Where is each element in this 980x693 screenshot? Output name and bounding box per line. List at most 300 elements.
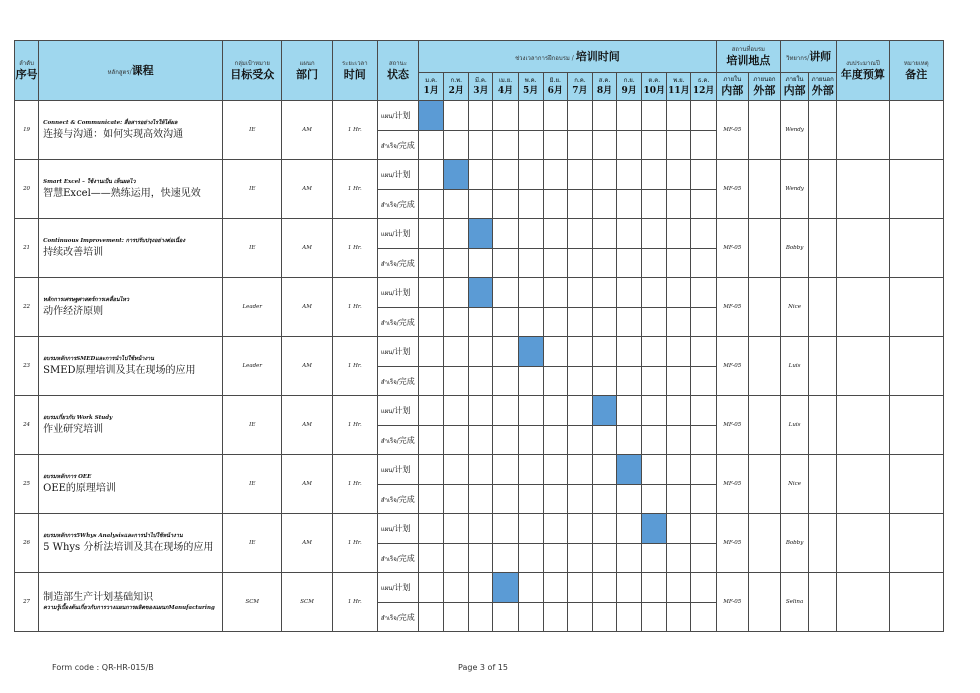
location-external-cell [748,160,780,219]
month-thai-label: ม.ค. [425,77,438,84]
month-cell [567,544,592,573]
month-header [444,73,469,101]
month-cell [691,426,716,455]
dept-cell: AM [282,455,332,514]
month-thai-label: พ.ย. [673,77,685,84]
month-cell [543,573,567,603]
trainer-external-cell [809,514,837,573]
header-trainer-internal: ภายใน 内部 [781,73,809,101]
month-cell [469,514,493,544]
trainer-external-cell [809,101,837,160]
month-cn-label: 7月 [572,86,588,96]
month-cell [691,603,716,632]
month-cell [419,426,444,455]
budget-cell [837,337,889,396]
location-external-cell [748,573,780,632]
month-cell [667,308,691,337]
month-header [642,73,667,101]
status-done-cell [377,190,418,219]
status-plan-cell [377,573,418,603]
header-budget: งบประมาณปี 年度预算 [837,41,889,101]
month-cn-label: 5月 [523,86,539,96]
status-done-cell [377,249,418,278]
status-done-cn: 完成 [398,494,415,504]
month-cell [691,308,716,337]
location-internal-cell: MF-05 [716,396,748,455]
month-thai-label: ก.ย. [623,77,635,84]
page-number: Page 3 of 15 [458,663,508,672]
month-cell [667,455,691,485]
month-cell [493,426,518,455]
seq-cell: 20 [15,160,39,219]
dept-cell: AM [282,160,332,219]
month-cell [642,278,667,308]
month-cn-label: 1月 [423,86,439,96]
month-cell [592,367,616,396]
status-plan-cell [377,455,418,485]
month-cell [444,514,469,544]
month-cell [444,278,469,308]
month-cell [469,603,493,632]
notes-cell [889,396,943,455]
header-notes: หมายเหตุ 备注 [889,41,943,101]
month-cell [667,249,691,278]
month-cell [642,426,667,455]
month-cell [592,160,616,190]
month-cn-label: 12月 [692,86,715,96]
target-cell: Leader [223,278,282,337]
month-cell [469,308,493,337]
month-cell [419,544,444,573]
location-internal-cell: MF-05 [716,514,748,573]
month-cell [691,573,716,603]
month-cell [493,278,518,308]
target-cell: IE [223,219,282,278]
month-cell [444,190,469,219]
course-thai-name: อบรมหลักการSMEDและการนำไปใช้หน้างาน [43,356,154,362]
status-done-thai: สำเร็จ/ [380,555,399,563]
month-cell [419,455,444,485]
month-cell [543,426,567,455]
month-cell [667,544,691,573]
trainer-internal-cell: Nice [781,278,809,337]
month-cell [493,544,518,573]
month-cell [642,367,667,396]
trainer-external-cell [809,396,837,455]
month-cell [444,131,469,160]
month-thai-label: ส.ค. [598,77,611,84]
month-header [667,73,691,101]
month-cell [444,219,469,249]
month-cell [642,337,667,367]
month-cell [642,485,667,514]
course-cell [39,219,223,278]
status-plan-thai: แผน/ [380,585,395,592]
status-done-cell [377,308,418,337]
header-seq: ลำดับ 序号 [15,41,39,101]
month-cell [493,249,518,278]
seq-cell: 21 [15,219,39,278]
status-done-cell [377,485,418,514]
month-cell [518,190,543,219]
notes-cell [889,573,943,632]
location-external-cell [748,219,780,278]
training-plan-table [14,40,944,632]
month-cell [493,308,518,337]
month-cell [444,101,469,131]
status-done-thai: สำเร็จ/ [380,260,399,268]
status-done-cell [377,603,418,632]
month-cell [642,101,667,131]
month-cell [518,544,543,573]
course-cn-name: 持续改善培训 [43,247,104,258]
header-dept: แผนก 部门 [282,41,332,101]
target-cell: IE [223,101,282,160]
location-internal-cell: MF-05 [716,278,748,337]
month-cell [617,190,642,219]
month-cell [543,131,567,160]
status-done-cell [377,544,418,573]
month-cell [518,101,543,131]
seq-cell: 23 [15,337,39,396]
month-cell [592,308,616,337]
month-cell [592,455,616,485]
status-plan-cn: 计划 [394,288,411,297]
month-cell [592,603,616,632]
month-cell [617,367,642,396]
month-cell [617,160,642,190]
seq-cell: 25 [15,455,39,514]
month-cell [518,308,543,337]
month-cell [592,219,616,249]
month-cell [617,219,642,249]
notes-cell [889,514,943,573]
status-plan-cn: 计划 [394,170,411,179]
month-cell [691,396,716,426]
location-external-cell [748,101,780,160]
month-header [617,73,642,101]
header-location-external: ภายนอก 外部 [748,73,780,101]
month-cell [567,573,592,603]
table-row [15,455,944,485]
time-cell: 1 Hr. [332,337,377,396]
month-cell [469,101,493,131]
time-cell: 1 Hr. [332,573,377,632]
month-cell [691,514,716,544]
seq-cell: 24 [15,396,39,455]
month-cell [592,190,616,219]
month-cell [691,544,716,573]
status-done-thai: สำเร็จ/ [380,319,399,327]
status-done-cn: 完成 [398,376,415,386]
month-cell [667,573,691,603]
trainer-internal-cell: Selina [781,573,809,632]
month-cell [543,101,567,131]
target-cell: IE [223,160,282,219]
month-cell [444,396,469,426]
month-cell [419,396,444,426]
month-thai-label: มิ.ย. [549,77,561,84]
month-cell [691,219,716,249]
dept-cell: AM [282,337,332,396]
status-plan-thai: แผน/ [380,408,395,415]
month-cell [518,603,543,632]
month-cell [518,485,543,514]
month-cell [543,308,567,337]
status-plan-cn: 计划 [394,465,411,474]
plan-mark [469,278,493,308]
month-cell [592,101,616,131]
status-done-cell [377,426,418,455]
month-cell [493,219,518,249]
month-cell [667,101,691,131]
month-header [543,73,567,101]
trainer-internal-cell: Luis [781,337,809,396]
target-cell: SCM [223,573,282,632]
month-cell [518,367,543,396]
trainer-external-cell [809,278,837,337]
month-cell [543,278,567,308]
month-cell [419,603,444,632]
notes-cell [889,337,943,396]
month-cell [543,396,567,426]
month-cell [592,426,616,455]
status-done-thai: สำเร็จ/ [380,437,399,445]
month-cell [518,131,543,160]
month-thai-label: ธ.ค. [697,77,710,84]
month-cell [543,603,567,632]
course-cell [39,573,223,632]
location-external-cell [748,278,780,337]
month-cell [617,101,642,131]
month-thai-label: ต.ค. [648,77,661,84]
month-cell [543,367,567,396]
header-course: หลักสูตร/课程 [39,41,223,101]
table-row [15,160,944,190]
course-cn-name: 作业研究培训 [43,424,104,435]
notes-cell [889,455,943,514]
month-cell [567,426,592,455]
month-cell [469,367,493,396]
month-cell [419,249,444,278]
dept-cell: AM [282,278,332,337]
month-cell [493,160,518,190]
trainer-internal-cell: Wendy [781,101,809,160]
status-done-cn: 完成 [398,317,415,327]
month-cell [617,278,642,308]
month-cell [444,544,469,573]
status-done-cn: 完成 [398,553,415,563]
month-cell [444,573,469,603]
status-plan-cn: 计划 [394,583,411,592]
table-row [15,337,944,367]
status-done-thai: สำเร็จ/ [380,614,399,622]
time-cell: 1 Hr. [332,160,377,219]
month-cell [691,278,716,308]
status-done-thai: สำเร็จ/ [380,378,399,386]
course-thai-name: อบรมเกี่ยวกับ Work Study [43,415,113,421]
month-cell [419,308,444,337]
trainer-external-cell [809,337,837,396]
month-cell [592,278,616,308]
month-cell [493,337,518,367]
month-cell [642,249,667,278]
table-row [15,219,944,249]
month-cell [518,426,543,455]
month-cell [617,396,642,426]
month-cn-label: 4月 [497,86,514,96]
status-done-cn: 完成 [398,258,415,268]
plan-mark [493,573,518,603]
month-cell [493,485,518,514]
course-cn-name: SMED原理培训及其在现场的应用 [43,365,196,376]
status-plan-cell [377,219,418,249]
budget-cell [837,514,889,573]
dept-cell: AM [282,514,332,573]
course-thai-name: Continuous Improvement: การปรับปรุงอย่างต่อเนื่อง [43,238,186,244]
month-cell [617,514,642,544]
month-cell [567,337,592,367]
month-cn-label: 9月 [621,86,637,96]
course-cell [39,396,223,455]
status-done-thai: สำเร็จ/ [380,201,399,209]
course-cell [39,160,223,219]
location-internal-cell: MF-05 [716,455,748,514]
month-cell [419,485,444,514]
month-cell [469,573,493,603]
month-cell [518,514,543,544]
month-cell [469,544,493,573]
status-plan-thai: แผน/ [380,526,395,533]
month-cell [493,396,518,426]
month-header [691,73,716,101]
header-status: สถานะ 状态 [377,41,418,101]
seq-cell: 26 [15,514,39,573]
month-cell [567,249,592,278]
status-plan-cell [377,160,418,190]
plan-mark [419,101,444,131]
month-cell [469,160,493,190]
month-cell [642,544,667,573]
month-cell [667,160,691,190]
month-cell [642,396,667,426]
status-plan-thai: แผน/ [380,231,395,238]
month-cell [419,160,444,190]
time-cell: 1 Hr. [332,278,377,337]
month-cell [543,219,567,249]
month-cell [419,190,444,219]
header-time: ระยะเวลา 时间 [332,41,377,101]
month-cell [691,160,716,190]
status-plan-cn: 计划 [394,229,411,238]
table-row [15,278,944,308]
month-cell [493,101,518,131]
month-cell [444,426,469,455]
seq-cell: 27 [15,573,39,632]
month-cell [543,160,567,190]
status-plan-thai: แผน/ [380,290,395,297]
month-cell [642,308,667,337]
month-cell [493,131,518,160]
month-cell [691,337,716,367]
course-cn-name: 5 Whys 分析法培训及其在现场的应用 [43,542,214,553]
month-cell [469,455,493,485]
plan-mark [617,455,642,485]
course-thai-name: หลักการเศรษฐศาสตร์การเคลื่อนไหว [43,297,130,303]
month-cn-label: 8月 [596,86,613,96]
location-external-cell [748,396,780,455]
month-cell [667,131,691,160]
trainer-external-cell [809,219,837,278]
month-cell [617,337,642,367]
seq-cell: 22 [15,278,39,337]
month-cell [444,367,469,396]
trainer-internal-cell: Bobby [781,514,809,573]
course-thai-name: Smart Excel – ใช้งานเป็น เห็นผลไว [43,179,136,185]
month-cell [444,485,469,514]
month-cell [518,219,543,249]
status-done-cn: 完成 [398,140,415,150]
month-cell [567,603,592,632]
location-external-cell [748,455,780,514]
header-location: สถานที่อบรม 培训地点 [716,41,780,73]
course-cn-name: 动作经济原则 [43,306,104,317]
status-plan-cn: 计划 [394,524,411,533]
status-plan-cn: 计划 [394,111,411,120]
trainer-internal-cell: Luis [781,396,809,455]
training-plan-body [15,101,944,632]
location-internal-cell: MF-05 [716,337,748,396]
status-plan-thai: แผน/ [380,349,395,356]
status-plan-cell [377,514,418,544]
target-cell: IE [223,396,282,455]
plan-mark [642,514,667,544]
trainer-external-cell [809,455,837,514]
course-cell [39,101,223,160]
trainer-internal-cell: Bobby [781,219,809,278]
month-cell [667,514,691,544]
month-cell [518,573,543,603]
month-cell [691,367,716,396]
month-cell [518,278,543,308]
month-cell [469,426,493,455]
status-plan-cn: 计划 [394,347,411,356]
plan-mark [444,160,469,190]
status-done-cell [377,367,418,396]
plan-mark [518,337,543,367]
month-cell [469,249,493,278]
trainer-external-cell [809,573,837,632]
month-cn-label: 10月 [643,86,666,96]
month-header [419,73,444,101]
month-cell [592,514,616,544]
time-cell: 1 Hr. [332,514,377,573]
month-cell [493,514,518,544]
month-cell [592,573,616,603]
month-cell [617,573,642,603]
time-cell: 1 Hr. [332,455,377,514]
course-cn-name: OEE的原理培训 [43,483,116,494]
time-cell: 1 Hr. [332,219,377,278]
month-cell [567,219,592,249]
target-cell: IE [223,455,282,514]
month-cell [518,455,543,485]
status-done-thai: สำเร็จ/ [380,496,399,504]
month-cell [419,573,444,603]
trainer-internal-cell: Wendy [781,160,809,219]
month-cell [592,485,616,514]
notes-cell [889,278,943,337]
